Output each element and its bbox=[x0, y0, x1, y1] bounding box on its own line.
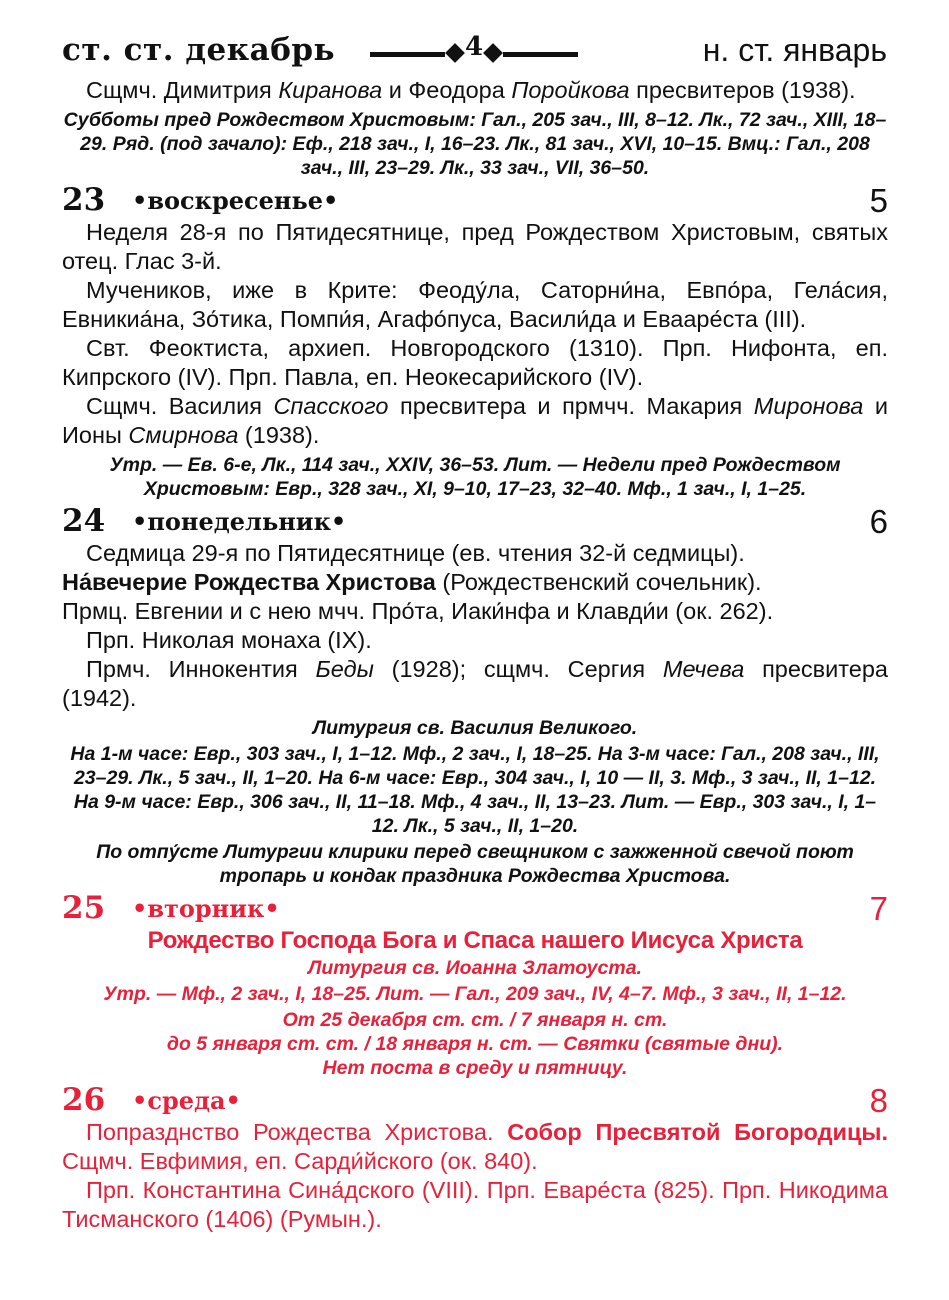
old-style-month: ст. ст. декабрь bbox=[62, 32, 336, 68]
new-style-month: н. ст. январь bbox=[702, 32, 887, 68]
euthymius-text: Сщмч. Евфимия, еп. Сарди́йского (ок. 840). bbox=[62, 1148, 538, 1174]
day25-svyatki-1: От 25 декабря ст. ст. / 7 января н. ст. bbox=[282, 1009, 668, 1031]
day-weekday: •понедельник• bbox=[132, 507, 347, 536]
day23-readings: Утр. — Ев. 6-е, Лк., 114 зач., XXIV, 36–53. Лит. — Недели пред Рождеством Христовым: Евр., 328 зач., XI, 9–10, 17–23, 32–40. Мф., 1 зач., I, 1–25. bbox=[109, 454, 841, 500]
day26-p1 bbox=[62, 1118, 888, 1176]
eve-subtitle: (Рождественский сочельник). bbox=[435, 569, 762, 595]
day-new-number: 6 bbox=[869, 503, 888, 540]
day24-p4: Прмч. Иннокентия Беды (1928); сщмч. Сергия Мечева пресвитера (1942). bbox=[62, 656, 888, 711]
day-header-26 bbox=[62, 1082, 888, 1118]
synaxis-title: Собор Пресвятой Богородицы. bbox=[507, 1119, 888, 1145]
page-number-ornament bbox=[364, 32, 584, 72]
ornament-dot-right bbox=[483, 43, 503, 63]
day24-p2: Прмц. Евгении и с нею мчч. Про́та, Иаки́нфа и Клавди́и (ок. 262). bbox=[62, 598, 774, 624]
day24-p1: Седмица 29-я по Пятидесятнице (ев. чтения 32-й седмицы). bbox=[86, 540, 745, 566]
day24-note: По отпу́сте Литургии клирики перед свещником с зажженной свечой поют тропарь и кондак праздника Рождества Христова. bbox=[96, 841, 854, 887]
day23-p2: Мучеников, иже в Крите: Феоду́ла, Саторни́на, Евпо́ра, Гела́сия, Евникиа́на, Зо́тика, Помпи́я, Агафо́пуса, Васили́да и Евааре́ста (III). bbox=[62, 277, 888, 332]
eve-title: На́вечерие Рождества Христова bbox=[62, 569, 436, 595]
intro-readings: Субботы пред Рождеством Христовым: Гал., 205 зач., III, 8–12. Лк., 72 зач., XIII, 18–29. Ряд. (под зачало): Еф., 218 зач., I, 16–23. Лк., 81 зач., XVI, 10–15. Вмц.: Гал., 208 зач., III, 23–29. Лк., 33 зач., VII, 36–50. bbox=[63, 109, 887, 179]
ornament-dot-left bbox=[445, 43, 465, 63]
day25-liturgy: Литургия св. Иоанна Златоуста. bbox=[308, 957, 642, 979]
day24-readings: На 1-м часе: Евр., 303 зач., I, 1–12. Мф., 2 зач., I, 18–25. На 3-м часе: Гал., 208 зач., III, 23–29. Лк., 5 зач., II, 1–20. На 6-м часе: Евр., 304 зач., I, 10 — II, 3. Мф., 3 зач., II, 1–12. На 9-м часе: Евр., 306 зач., II, 11–18. Мф., 4 зач., II, 13–23. Лит. — Евр., 303 зач., I, 1–12. Лк., 5 зач., II, 1–20. bbox=[70, 743, 880, 837]
page-header bbox=[62, 32, 887, 76]
day24-liturgy: Литургия св. Василия Великого. bbox=[312, 717, 638, 739]
intro-commemoration: Сщмч. Димитрия Киранова и Феодора Поройкова пресвитеров (1938). bbox=[86, 77, 856, 103]
day26-p2: Прп. Константина Сина́дского (VIII). Прп. Еваре́ста (825). Прп. Никодима Тисманского (1406) (Румын.). bbox=[62, 1177, 888, 1232]
day24-p3: Прп. Николая монаха (IX). bbox=[86, 627, 372, 653]
day-old-number: 24 bbox=[62, 503, 106, 539]
day-old-number: 25 bbox=[62, 890, 106, 926]
day23-p1: Неделя 28-я по Пятидесятнице, пред Рождеством Христовым, святых отец. Глас 3-й. bbox=[62, 219, 888, 274]
afterfeast-text: Попразднство Рождества Христова. bbox=[86, 1119, 508, 1145]
day-new-number: 8 bbox=[869, 1082, 888, 1119]
day25-fast-note: Нет поста в среду и пятницу. bbox=[322, 1057, 628, 1079]
day23-p3: Свт. Феоктиста, архиеп. Новгородского (1310). Прп. Нифонта, еп. Кипрского (IV). Прп. Павла, еп. Неокесарийского (IV). bbox=[62, 335, 888, 390]
day-old-number: 23 bbox=[62, 182, 106, 218]
day-header-25 bbox=[62, 890, 888, 926]
day-old-number: 26 bbox=[62, 1082, 106, 1118]
day23-p4: Сщмч. Василия Спасского пресвитера и прмчч. Макария Миронова и Ионы Смирнова (1938). bbox=[62, 393, 888, 448]
day25-svyatki-2: до 5 января ст. ст. / 18 января н. ст. — Святки (святые дни). bbox=[166, 1033, 784, 1055]
day-header-24 bbox=[62, 503, 888, 539]
day-header-23 bbox=[62, 182, 888, 218]
day-new-number: 7 bbox=[869, 890, 888, 927]
page-number: 4 bbox=[464, 32, 484, 62]
day-weekday: •среда• bbox=[132, 1086, 241, 1115]
calendar-body bbox=[62, 76, 888, 1234]
day24-eve bbox=[62, 568, 888, 597]
day-new-number: 5 bbox=[869, 182, 888, 219]
day-weekday: •воскресенье• bbox=[132, 186, 339, 215]
day-weekday: •вторник• bbox=[132, 894, 280, 923]
nativity-feast-title: Рождество Господа Бога и Спаса нашего Иисуса Христа bbox=[147, 927, 803, 954]
day25-readings: Утр. — Мф., 2 зач., I, 18–25. Лит. — Гал., 209 зач., IV, 4–7. Мф., 3 зач., II, 1–12. bbox=[103, 983, 847, 1005]
ornament-left bbox=[370, 52, 445, 57]
ornament-right bbox=[503, 52, 578, 57]
